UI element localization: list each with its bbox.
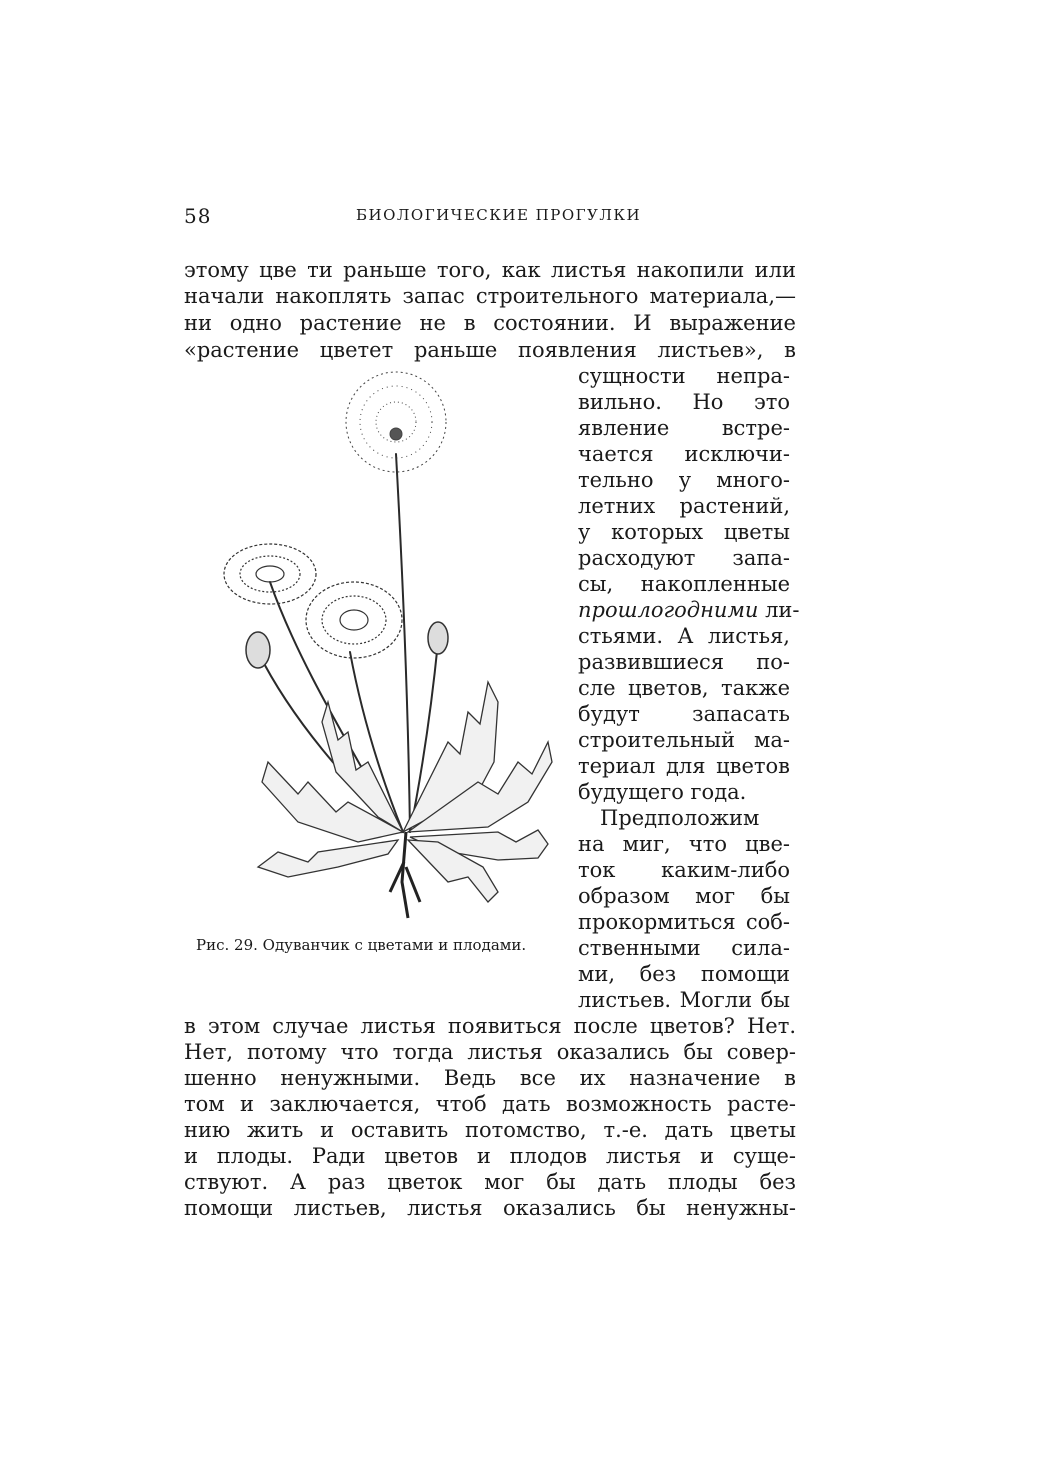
column-line: тельно у много- <box>578 468 790 492</box>
column-line: териал для цветов <box>578 754 790 778</box>
text-line: этому цве ти раньше того, как листья накопили или <box>184 258 796 282</box>
line-rest: ли- <box>758 598 800 622</box>
dandelion-illustration <box>198 362 568 928</box>
column-line: Предположим <box>600 806 760 830</box>
column-line: сы, накопленные <box>578 572 790 596</box>
text-line: в этом случае листья появиться после цветов? Нет. <box>184 1014 796 1038</box>
column-line: стьями. А листья, <box>578 624 790 648</box>
figure-caption: Рис. 29. Одуванчик с цветами и плодами. <box>196 936 527 954</box>
column-line: строительный ма- <box>578 728 790 752</box>
text-line: «растение цветет раньше появления листьев», в <box>184 338 796 362</box>
running-head: БИОЛОГИЧЕСКИЕ ПРОГУЛКИ <box>356 206 642 224</box>
text-line: том и заключается, чтоб дать возможность расте- <box>184 1092 796 1116</box>
italic-word: прошлогодними <box>578 598 759 622</box>
column-line: листьев. Могли бы <box>578 988 790 1012</box>
column-line: сущности непра- <box>578 364 790 388</box>
text-line: начали накоплять запас строительного материала,— <box>184 284 796 308</box>
column-line: на миг, что цве- <box>578 832 790 856</box>
column-line: расходуют запа- <box>578 546 790 570</box>
stem <box>396 454 410 832</box>
text-line: помощи листьев, листья оказались бы ненужны- <box>184 1196 796 1220</box>
text-line: шенно ненужными. Ведь все их назначение в <box>184 1066 796 1090</box>
page-number: 58 <box>184 204 212 228</box>
column-line: прокормиться соб- <box>578 910 790 934</box>
text-line: нию жить и оставить потомство, т.-е. дать цветы <box>184 1118 796 1142</box>
column-line <box>578 598 800 623</box>
column-line: вильно. Но это <box>578 390 790 414</box>
column-line: ток каким-либо <box>578 858 790 882</box>
flower-head <box>224 544 316 604</box>
text-line: и плоды. Ради цветов и плодов листья и суще- <box>184 1144 796 1168</box>
column-line: сле цветов, также <box>578 676 790 700</box>
column-line: будут запасать <box>578 702 790 726</box>
flower-head <box>306 582 402 658</box>
column-line: будущего года. <box>578 780 747 804</box>
column-line: явление встре- <box>578 416 790 440</box>
column-line: ми, без помощи <box>578 962 790 986</box>
column-line: ственными сила- <box>578 936 790 960</box>
leaf-rosette <box>258 682 552 902</box>
text-line: ни одно растение не в состоянии. И выражение <box>184 311 796 335</box>
column-line: развившиеся по- <box>578 650 790 674</box>
text-line: Нет, потому что тогда листья оказались бы совер- <box>184 1040 796 1064</box>
column-line: летних растений, <box>578 494 790 518</box>
column-line: чается исключи- <box>578 442 790 466</box>
text-line: ствуют. А раз цветок мог бы дать плоды без <box>184 1170 796 1194</box>
column-line: образом мог бы <box>578 884 790 908</box>
column-line: у которых цветы <box>578 520 790 544</box>
